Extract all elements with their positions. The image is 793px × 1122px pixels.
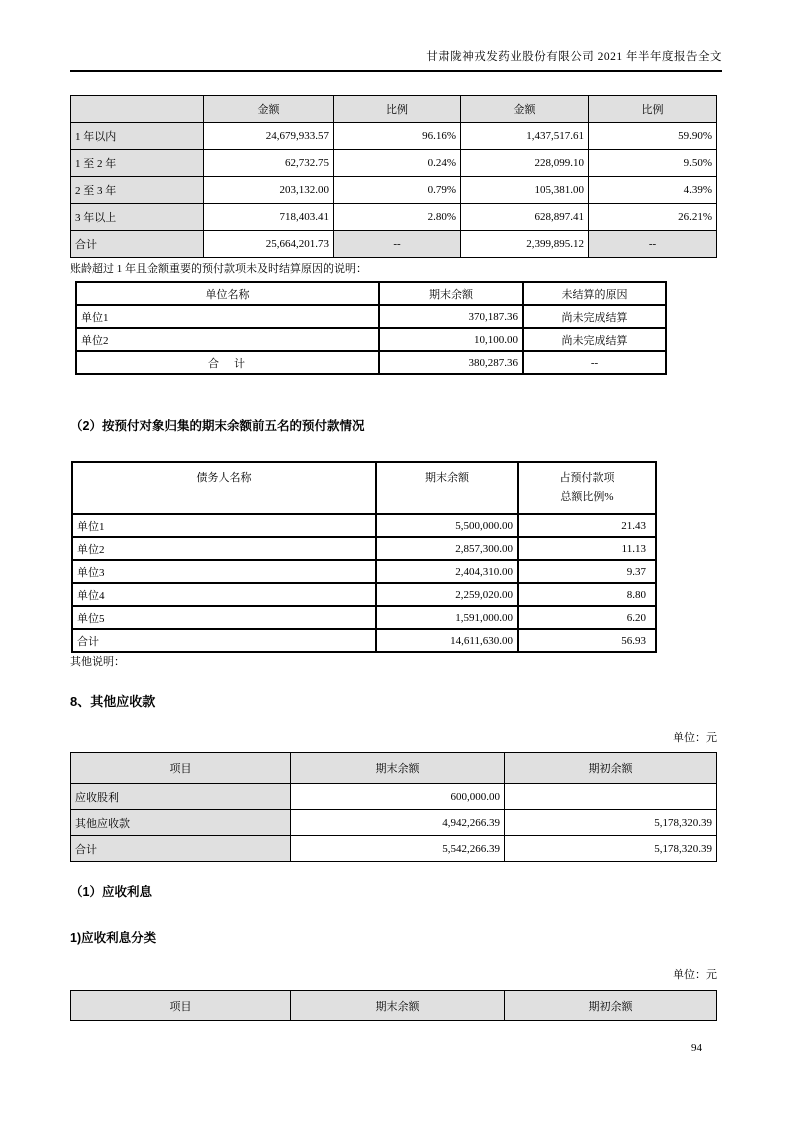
row-label-cell: 其他应收款 bbox=[71, 810, 291, 836]
table-header-cell: 金额 bbox=[461, 96, 589, 123]
ratio-cell: 2.80% bbox=[334, 204, 461, 231]
amount-cell: 4,942,266.39 bbox=[291, 810, 505, 836]
aging-note: 账龄超过 1 年且金额重要的预付款项未及时结算原因的说明： bbox=[70, 263, 367, 275]
table-row bbox=[76, 328, 666, 351]
ratio-cell: 21.43 bbox=[518, 514, 656, 537]
section-heading-other-receivables: 8、其他应收款 bbox=[70, 694, 156, 709]
table-header-line: 占预付款项 bbox=[559, 472, 615, 484]
amount-cell: 62,732.75 bbox=[204, 150, 334, 177]
row-label-cell: 单位1 bbox=[72, 514, 376, 537]
table-header-cell: 项目 bbox=[71, 753, 291, 784]
amount-cell: 24,679,933.57 bbox=[204, 123, 334, 150]
amount-cell: 10,100.00 bbox=[379, 328, 523, 351]
amount-cell: 2,404,310.00 bbox=[376, 560, 518, 583]
amount-cell bbox=[505, 784, 717, 810]
table-header-cell: 期初余额 bbox=[505, 753, 717, 784]
table-total-row bbox=[71, 231, 717, 258]
reason-cell: 尚未完成结算 bbox=[523, 305, 666, 328]
table-header-cell: 债务人名称 bbox=[72, 462, 376, 514]
table-row bbox=[71, 810, 717, 836]
ratio-cell: -- bbox=[334, 231, 461, 258]
amount-cell: 2,399,895.12 bbox=[461, 231, 589, 258]
section-subheading-interest-class: 1)应收利息分类 bbox=[70, 931, 157, 945]
row-label-cell: 1 年以内 bbox=[71, 123, 204, 150]
table-header-cell bbox=[518, 462, 656, 514]
table-row bbox=[72, 583, 656, 606]
table-header-row bbox=[76, 282, 666, 305]
unsettled-reason-table bbox=[75, 281, 667, 375]
row-label-cell: 单位1 bbox=[76, 305, 379, 328]
section-heading-prepay-top5: （2）按预付对象归集的期末余额前五名的预付款情况 bbox=[70, 419, 365, 433]
row-label-cell: 1 至 2 年 bbox=[71, 150, 204, 177]
table-header-cell: 金额 bbox=[204, 96, 334, 123]
unit-label: 单位：元 bbox=[673, 969, 717, 981]
table-header-row bbox=[72, 462, 656, 514]
doc-header bbox=[70, 48, 722, 72]
row-label-cell: 单位5 bbox=[72, 606, 376, 629]
row-label-cell: 应收股利 bbox=[71, 784, 291, 810]
amount-cell: 203,132.00 bbox=[204, 177, 334, 204]
row-label-cell: 单位4 bbox=[72, 583, 376, 606]
table-header-cell bbox=[71, 96, 204, 123]
table-header-cell: 未结算的原因 bbox=[523, 282, 666, 305]
table-header-cell: 单位名称 bbox=[76, 282, 379, 305]
ratio-cell: 4.39% bbox=[589, 177, 717, 204]
row-label-cell: 合计 bbox=[72, 629, 376, 652]
doc-header-title: 甘肃陇神戎发药业股份有限公司 2021 年半年度报告全文 bbox=[426, 51, 722, 63]
reason-cell: -- bbox=[523, 351, 666, 374]
ratio-cell: 6.20 bbox=[518, 606, 656, 629]
table-header-cell: 期末余额 bbox=[376, 462, 518, 514]
amount-cell: 600,000.00 bbox=[291, 784, 505, 810]
amount-cell: 5,178,320.39 bbox=[505, 810, 717, 836]
ratio-cell: 56.93 bbox=[518, 629, 656, 652]
table-row bbox=[71, 177, 717, 204]
table-header-row bbox=[71, 96, 717, 123]
table-row bbox=[71, 204, 717, 231]
table-header-row bbox=[71, 753, 717, 784]
amount-cell: 370,187.36 bbox=[379, 305, 523, 328]
table-header-cell: 比例 bbox=[334, 96, 461, 123]
ratio-cell: 9.37 bbox=[518, 560, 656, 583]
amount-cell: 14,611,630.00 bbox=[376, 629, 518, 652]
row-label-cell: 单位2 bbox=[76, 328, 379, 351]
row-label-cell: 合计 bbox=[71, 836, 291, 862]
prepayment-aging-table bbox=[70, 95, 717, 258]
ratio-cell: -- bbox=[589, 231, 717, 258]
interest-classification-table bbox=[70, 990, 717, 1021]
table-row bbox=[71, 123, 717, 150]
table-row bbox=[72, 537, 656, 560]
table-row bbox=[72, 606, 656, 629]
other-receivables-table bbox=[70, 752, 717, 862]
row-label-cell: 合 计 bbox=[76, 351, 379, 374]
amount-cell: 2,857,300.00 bbox=[376, 537, 518, 560]
table-header-line: 总额比例% bbox=[560, 491, 614, 503]
row-label-cell: 单位3 bbox=[72, 560, 376, 583]
row-label-cell: 3 年以上 bbox=[71, 204, 204, 231]
amount-cell: 5,178,320.39 bbox=[505, 836, 717, 862]
table-total-row bbox=[71, 836, 717, 862]
table-row bbox=[72, 514, 656, 537]
table-header-row bbox=[71, 991, 717, 1021]
ratio-cell: 96.16% bbox=[334, 123, 461, 150]
prepayment-top5-table bbox=[71, 461, 657, 653]
section-heading-interest: （1）应收利息 bbox=[70, 885, 152, 899]
table-row bbox=[76, 305, 666, 328]
row-label-cell: 单位2 bbox=[72, 537, 376, 560]
amount-cell: 228,099.10 bbox=[461, 150, 589, 177]
table-row bbox=[71, 150, 717, 177]
amount-cell: 2,259,020.00 bbox=[376, 583, 518, 606]
amount-cell: 5,500,000.00 bbox=[376, 514, 518, 537]
row-label-cell: 合计 bbox=[71, 231, 204, 258]
ratio-cell: 11.13 bbox=[518, 537, 656, 560]
amount-cell: 5,542,266.39 bbox=[291, 836, 505, 862]
table-header-cell: 项目 bbox=[71, 991, 291, 1021]
ratio-cell: 8.80 bbox=[518, 583, 656, 606]
ratio-cell: 9.50% bbox=[589, 150, 717, 177]
ratio-cell: 0.79% bbox=[334, 177, 461, 204]
amount-cell: 380,287.36 bbox=[379, 351, 523, 374]
table-row bbox=[72, 560, 656, 583]
table-header-cell: 期末余额 bbox=[291, 753, 505, 784]
ratio-cell: 59.90% bbox=[589, 123, 717, 150]
amount-cell: 25,664,201.73 bbox=[204, 231, 334, 258]
table-header-cell: 比例 bbox=[589, 96, 717, 123]
table-header-cell: 期初余额 bbox=[505, 991, 717, 1021]
unit-label: 单位：元 bbox=[673, 732, 717, 744]
table-header-cell: 期末余额 bbox=[291, 991, 505, 1021]
ratio-cell: 0.24% bbox=[334, 150, 461, 177]
page-number: 94 bbox=[691, 1042, 702, 1054]
row-label-cell: 2 至 3 年 bbox=[71, 177, 204, 204]
amount-cell: 718,403.41 bbox=[204, 204, 334, 231]
amount-cell: 628,897.41 bbox=[461, 204, 589, 231]
ratio-cell: 26.21% bbox=[589, 204, 717, 231]
table-header-cell: 期末余额 bbox=[379, 282, 523, 305]
amount-cell: 1,591,000.00 bbox=[376, 606, 518, 629]
table-row bbox=[71, 784, 717, 810]
amount-cell: 105,381.00 bbox=[461, 177, 589, 204]
amount-cell: 1,437,517.61 bbox=[461, 123, 589, 150]
other-note: 其他说明： bbox=[70, 656, 125, 668]
table-total-row bbox=[76, 351, 666, 374]
table-total-row bbox=[72, 629, 656, 652]
reason-cell: 尚未完成结算 bbox=[523, 328, 666, 351]
